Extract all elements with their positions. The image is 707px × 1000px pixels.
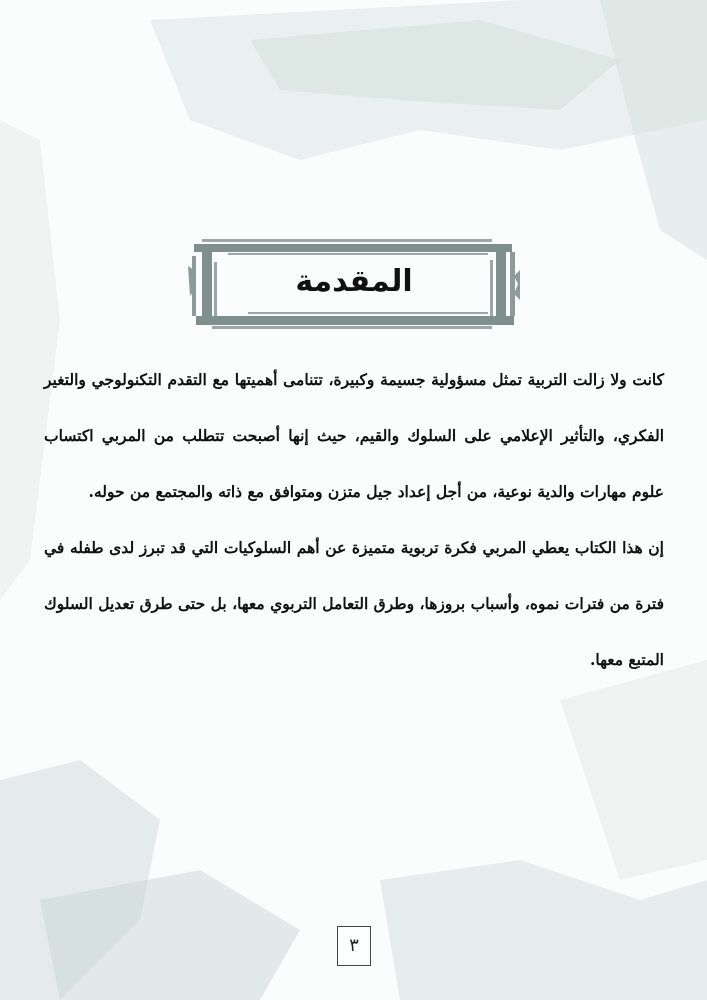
title-frame	[188, 236, 520, 332]
body-text	[44, 352, 664, 688]
paragraph-1: كانت ولا زالت التربية تمثل مسؤولية جسيمة وكبيرة، تتنامى أهميتها مع التقدم التكنولوجي والتغير الفكري، والتأثير الإعلامي على السلوك والقيم، حيث إنها أصبحت تتطلب من المربي اكتساب علوم مهارات والدية نوعية، من أجل إعداد جيل متزن ومتوافق مع ذاته والمجتمع من حوله.	[44, 370, 664, 501]
paragraph-2: إن هذا الكتاب يعطي المربي فكرة تربوية متميزة عن أهم السلوكيات التي قد تبرز لدى طفله في فترة من فترات نموه، وأسباب بروزها، وطرق التعامل التربوي معها، بل حتى طرق تعديل السلوك المتبع معها.	[44, 538, 664, 669]
page-number: ٣	[337, 926, 371, 966]
page-title: المقدمة	[295, 264, 413, 299]
